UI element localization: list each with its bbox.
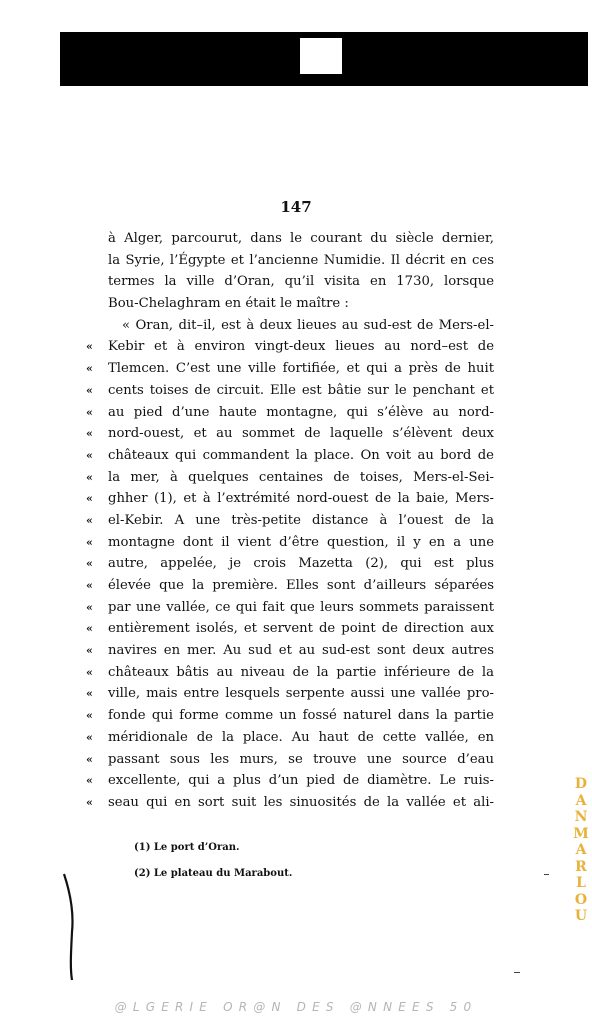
text-line <box>86 640 494 662</box>
text-line <box>86 402 494 424</box>
quote-mark: « <box>86 600 93 614</box>
line-text: termes la ville d’Oran, qu’il visita en 1730, lorsque <box>108 274 494 290</box>
line-text: el-Kebir. A une très-petite distance à l’ouest de la <box>108 512 494 528</box>
text-line <box>86 792 494 814</box>
text-line <box>86 575 494 597</box>
margin-ink-curve <box>58 872 84 984</box>
watermark-letter: R <box>575 858 587 875</box>
line-text: Tlemcen. C’est une ville fortifiée, et qui a près de huit <box>108 361 494 377</box>
text-line <box>86 488 494 510</box>
quote-mark: « <box>86 774 93 788</box>
line-text: méridionale de la place. Au haut de cette vallée, en <box>108 729 494 745</box>
quote-mark: « <box>86 340 93 354</box>
text-line <box>86 705 494 727</box>
watermark-letter: N <box>574 809 588 825</box>
line-text: entièrement isolés, et servent de point de direction aux <box>108 621 494 637</box>
watermark-letter: A <box>575 792 587 809</box>
line-text: au pied d’une haute montagne, qui s’élève au nord- <box>108 404 494 420</box>
line-text: fonde qui forme comme un fossé naturel dans la partie <box>108 708 494 724</box>
quote-mark: « <box>86 448 93 462</box>
quote-mark: « <box>86 795 93 809</box>
text-line <box>86 510 494 532</box>
line-text: navires en mer. Au sud et au sud-est sont deux autres <box>108 643 494 659</box>
line-text: « Oran, dit–il, est à deux lieues au sud-est de Mers-el- <box>122 317 494 333</box>
quote-mark: « <box>86 730 93 744</box>
line-text: ville, mais entre lesquels serpente aussi une vallée pro- <box>108 686 494 702</box>
text-line <box>108 250 494 272</box>
quote-mark: « <box>86 405 93 419</box>
text-line <box>86 727 494 749</box>
ink-mark <box>544 874 549 875</box>
line-text: passant sous les murs, se trouve une source d’eau <box>108 751 494 767</box>
text-line <box>108 271 494 293</box>
watermark-letter: D <box>574 776 588 792</box>
text-line <box>86 336 494 358</box>
quote-mark: « <box>86 709 93 723</box>
line-text: Kebir et à environ vingt-deux lieues au nord–est de <box>108 339 494 355</box>
text-line <box>86 467 494 489</box>
side-watermark <box>572 776 590 925</box>
line-text: châteaux qui commandent la place. On voit au bord de <box>108 447 494 463</box>
footnote: (2) Le plateau du Marabout. <box>134 868 293 879</box>
line-text: autre, appelée, je crois Mazetta (2), qui est plus <box>108 556 494 572</box>
bottom-watermark: @LGERIE OR@N DES @NNEES 50 <box>114 1000 478 1014</box>
quote-mark: « <box>86 492 93 506</box>
text-line <box>86 532 494 554</box>
line-text: nord-ouest, et au sommet de laquelle s’élèvent deux <box>108 426 494 442</box>
line-text: ghher (1), et à l’extrémité nord-ouest de la baie, Mers- <box>108 491 494 507</box>
ink-mark <box>514 972 520 973</box>
text-line <box>86 683 494 705</box>
line-text: à Alger, parcourut, dans le courant du siècle dernier, <box>108 231 494 246</box>
footnote: (1) Le port d’Oran. <box>134 842 240 853</box>
line-text: la mer, à quelques centaines de toises, Mers-el-Sei- <box>108 469 494 485</box>
quote-mark: « <box>86 427 93 441</box>
line-text: excellente, qui a plus d’un pied de diamètre. Le ruis- <box>108 773 494 789</box>
redaction-window <box>300 38 342 74</box>
watermark-letter: U <box>574 908 588 924</box>
watermark-letter: O <box>574 891 588 908</box>
line-text: la Syrie, l’Égypte et l’ancienne Numidie. Il décrit en ces <box>108 252 494 268</box>
text-line <box>86 662 494 684</box>
text-line <box>86 553 494 575</box>
quote-mark: « <box>86 383 93 397</box>
watermark-letter: L <box>576 875 586 891</box>
text-line <box>108 315 494 337</box>
line-text: châteaux bâtis au niveau de la partie inférieure de la <box>108 664 494 680</box>
text-line <box>86 423 494 445</box>
line-text: par une vallée, ce qui fait que leurs sommets paraissent <box>108 599 494 615</box>
line-text: seau qui en sort suit les sinuosités de la vallée et ali- <box>108 794 494 810</box>
line-text: montagne dont il vient d’être question, il y en a une <box>108 534 494 550</box>
line-text: cents toises de circuit. Elle est bâtie sur le penchant et <box>108 382 494 398</box>
footnotes <box>134 840 292 892</box>
text-line <box>86 618 494 640</box>
text-line <box>86 597 494 619</box>
watermark-letter: M <box>573 825 589 842</box>
text-line <box>86 770 494 792</box>
quote-mark: « <box>86 513 93 527</box>
quote-mark: « <box>86 557 93 571</box>
quote-mark: « <box>86 535 93 549</box>
quote-mark: « <box>86 579 93 592</box>
text-line <box>108 228 494 250</box>
quote-mark: « <box>86 687 93 701</box>
quote-mark: « <box>86 622 93 636</box>
quote-mark: « <box>86 752 93 766</box>
body-text <box>86 228 494 814</box>
page-number: 147 <box>280 198 312 216</box>
quote-mark: « <box>86 362 93 376</box>
quote-mark: « <box>86 665 93 679</box>
text-line <box>108 293 494 315</box>
line-text: élevée que la première. Elles sont d’ailleurs séparées <box>108 578 494 593</box>
quote-mark: « <box>86 644 93 658</box>
text-line <box>86 380 494 402</box>
text-line <box>86 445 494 467</box>
quote-mark: « <box>86 470 93 484</box>
line-text: Bou-Chelaghram en était le maître : <box>108 296 349 312</box>
watermark-letter: A <box>575 842 587 858</box>
text-line <box>86 358 494 380</box>
text-line <box>86 749 494 771</box>
